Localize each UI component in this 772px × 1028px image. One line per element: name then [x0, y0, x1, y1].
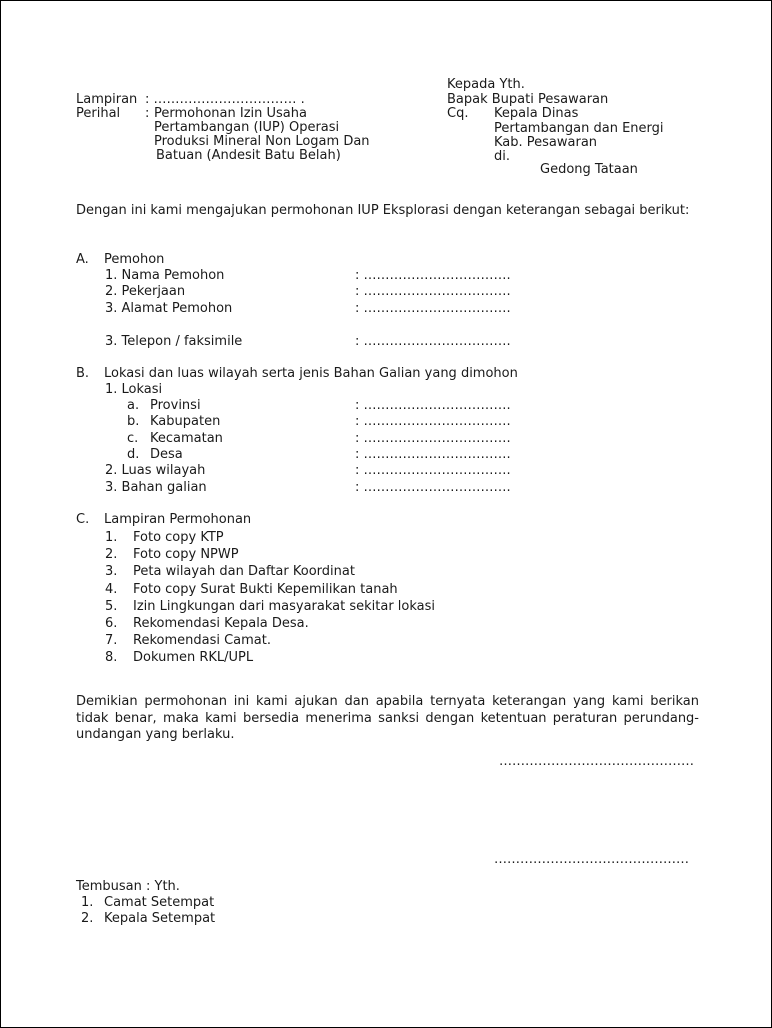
lampiran-value: : …………………………… . [145, 92, 305, 107]
section-c-item-number: 4. [105, 582, 118, 597]
section-b-sub-value: : ……………………………. [355, 447, 511, 462]
section-b-item-label: 2. Luas wilayah [105, 463, 206, 478]
section-b-sub-value: : ……………………………. [355, 414, 511, 429]
section-c-title: Lampiran Permohonan [104, 512, 252, 527]
perihal-line-4: Batuan (Andesit Batu Belah) [156, 148, 341, 163]
perihal-line-2: Pertambangan (IUP) Operasi [154, 120, 340, 135]
section-b-item-value: : ……………………………. [355, 463, 511, 478]
section-b-sub-label: Kabupaten [150, 414, 221, 429]
recipient-cq-line-1: Kepala Dinas [494, 106, 579, 121]
section-c-item-number: 5. [105, 599, 118, 614]
section-c-item-number: 1. [105, 530, 118, 545]
section-b-sub-label: Provinsi [150, 398, 201, 413]
perihal-label: Perihal [76, 106, 121, 121]
perihal-colon: : [145, 106, 150, 121]
signature-name-line: ……………………………………… [494, 852, 689, 867]
section-c-item-text: Peta wilayah dan Daftar Koordinat [133, 564, 355, 579]
section-b-sub-marker: a. [127, 398, 140, 413]
recipient-di: di. [494, 149, 510, 164]
section-b-sub-marker: c. [127, 431, 139, 446]
closing-paragraph: Demikian permohonan ini kami ajukan dan apabila ternyata keterangan yang kami berikan tidak benar, maka kami bersedia menerima sanksi dengan ketentuan peraturan perundang-undangan yang berlaku. [76, 694, 699, 742]
recipient-cq-line-3: Kab. Pesawaran [494, 135, 598, 150]
section-c-item-text: Foto copy KTP [133, 530, 224, 545]
section-a-item-value: : ……………………………. [355, 301, 511, 316]
section-c-item-number: 2. [105, 547, 118, 562]
perihal-line-3: Produksi Mineral Non Logam Dan [154, 134, 370, 149]
section-c-item-text: Foto copy Surat Bukti Kepemilikan tanah [133, 582, 398, 597]
section-b-lokasi-label: 1. Lokasi [105, 382, 163, 397]
section-c-item-text: Izin Lingkungan dari masyarakat sekitar lokasi [133, 599, 436, 614]
section-a-item-value: : ……………………………. [355, 268, 511, 283]
section-b-marker: B. [76, 366, 90, 381]
tembusan-item-text: Camat Setempat [104, 895, 215, 910]
section-b-sub-value: : ……………………………. [355, 398, 511, 413]
section-c-marker: C. [76, 512, 90, 527]
recipient-cq-line-2: Pertambangan dan Energi [494, 121, 664, 136]
recipient-place: Gedong Tataan [540, 162, 638, 177]
section-c-item-text: Rekomendasi Kepala Desa. [133, 616, 309, 631]
tembusan-item-number: 1. [81, 895, 94, 910]
section-a-title: Pemohon [104, 252, 165, 267]
tembusan-item-text: Kepala Setempat [104, 911, 216, 926]
section-a-item-label: 3. Alamat Pemohon [105, 301, 233, 316]
section-c-item-number: 3. [105, 564, 118, 579]
section-c-item-text: Dokumen RKL/UPL [133, 650, 254, 665]
section-b-item-value: : ……………………………. [355, 480, 511, 495]
section-b-title: Lokasi dan luas wilayah serta jenis Bahan Galian yang dimohon [104, 366, 518, 381]
tembusan-title: Tembusan : Yth. [76, 879, 180, 894]
section-a-item-label: 2. Pekerjaan [105, 284, 186, 299]
section-c-item-text: Rekomendasi Camat. [133, 633, 272, 648]
recipient-line-1: Kepada Yth. [447, 77, 525, 92]
perihal-line-1: Permohonan Izin Usaha [154, 106, 307, 121]
section-c-item-number: 8. [105, 650, 118, 665]
recipient-line-2: Bapak Bupati Pesawaran [447, 92, 609, 107]
lampiran-label: Lampiran [76, 92, 138, 107]
section-a-item-label: 3. Telepon / faksimile [105, 334, 243, 349]
section-a-item-label: 1. Nama Pemohon [105, 268, 225, 283]
section-c-item-number: 7. [105, 633, 118, 648]
section-b-sub-label: Kecamatan [150, 431, 223, 446]
intro-paragraph: Dengan ini kami mengajukan permohonan IUP Eksplorasi dengan keterangan sebagai berikut: [76, 203, 690, 218]
section-b-sub-value: : ……………………………. [355, 431, 511, 446]
section-b-sub-marker: d. [127, 447, 140, 462]
section-b-sub-label: Desa [150, 447, 183, 462]
recipient-cq-label: Cq. [447, 106, 469, 121]
section-b-item-label: 3. Bahan galian [105, 480, 207, 495]
section-a-item-value: : ……………………………. [355, 334, 511, 349]
section-b-sub-marker: b. [127, 414, 140, 429]
section-a-item-value: : ……………………………. [355, 284, 511, 299]
tembusan-item-number: 2. [81, 911, 94, 926]
section-a-marker: A. [76, 252, 89, 267]
section-c-item-number: 6. [105, 616, 118, 631]
section-c-item-text: Foto copy NPWP [133, 547, 239, 562]
signature-line: ……………………………………… [499, 754, 694, 769]
